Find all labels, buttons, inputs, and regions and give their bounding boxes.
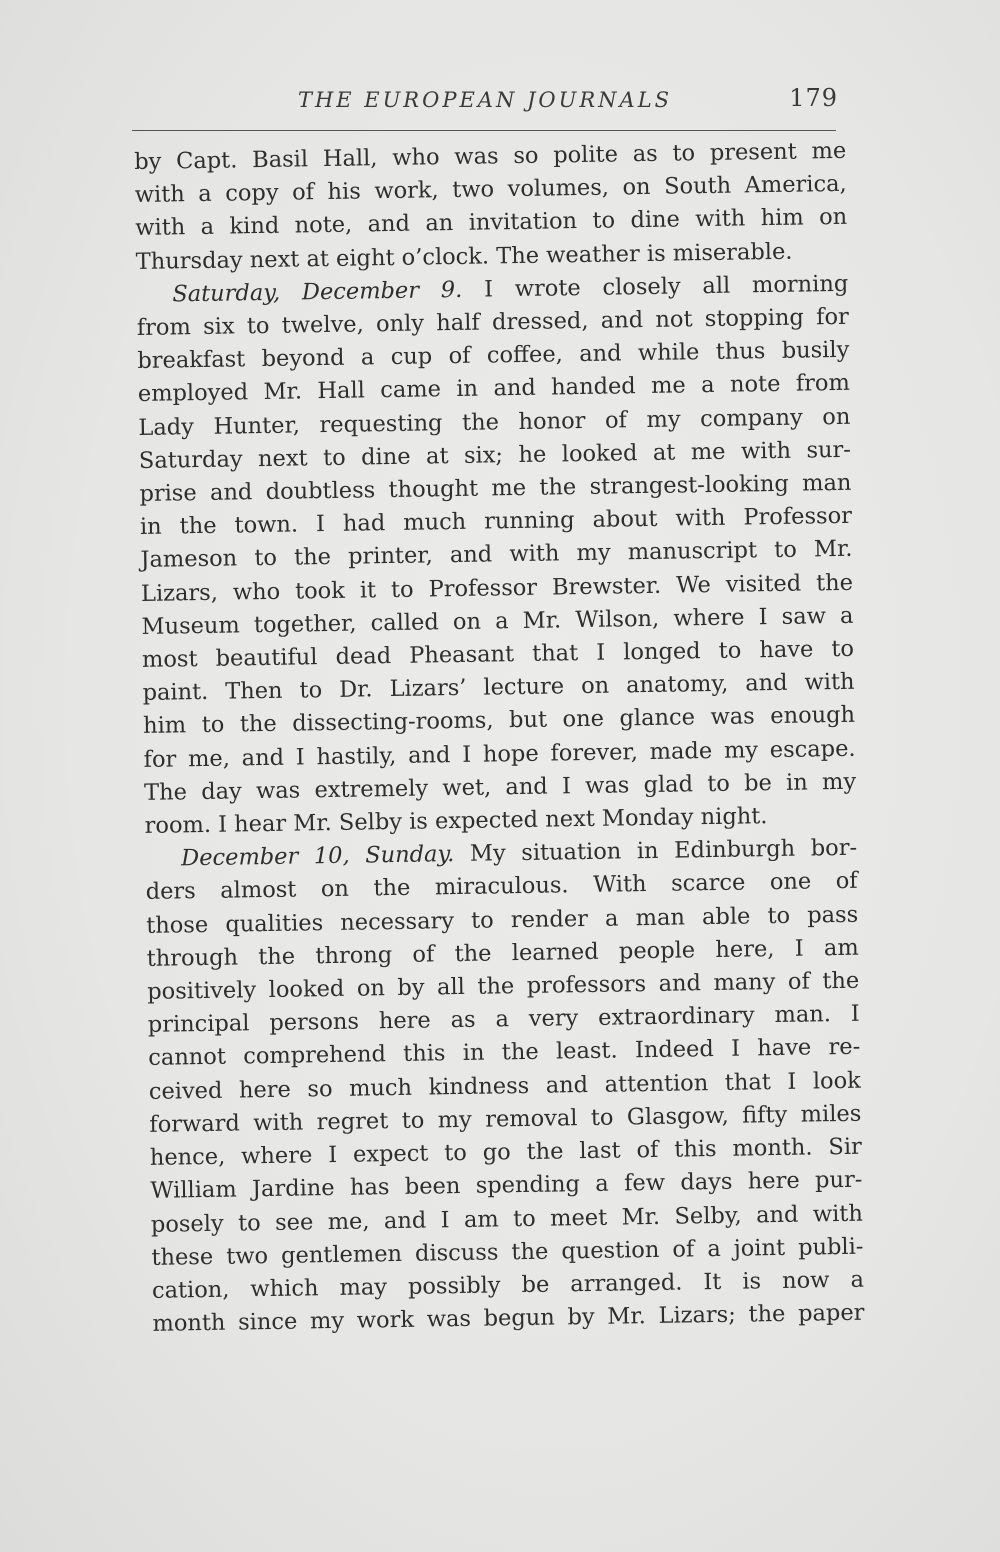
- text-line: for me, and I hastily, and I hope forever, made my escape.: [143, 735, 856, 773]
- running-head: THE EUROPEAN JOURNALS: [297, 88, 673, 112]
- text-line: Jameson to the printer, and with my manuscript to Mr.: [140, 536, 853, 574]
- entry-text: I wrote closely all morning: [483, 270, 849, 303]
- text-line: room. I hear Mr. Selby is expected next Monday night.: [144, 803, 768, 839]
- text-line: with a copy of his work, two volumes, on South America,: [134, 171, 847, 209]
- text-line: cannot comprehend this in the least. Indeed I have re-: [148, 1034, 861, 1072]
- text-line: principal persons here as a very extraordinary man. I: [147, 1000, 860, 1039]
- page-number: 179: [789, 84, 838, 112]
- body-text: [134, 135, 865, 1341]
- text-line: ders almost on the miraculous. With scarce one of: [145, 868, 858, 906]
- text-line: him to the dissecting-rooms, but one glance was enough: [142, 702, 856, 740]
- text-line: William Jardine has been spending a few days here pur-: [150, 1166, 863, 1205]
- header-rule: [132, 130, 836, 131]
- text-line: employed Mr. Hall came in and handed me a note from: [137, 370, 851, 408]
- text-line: Thursday next at eight o’clock. The weather is miserable.: [135, 238, 793, 275]
- entry-date: December 10, Sunday.: [180, 841, 455, 872]
- text-line: by Capt. Basil Hall, who was so polite as to present me: [134, 137, 847, 175]
- text-line: those qualities necessary to render a man able to pass: [146, 901, 859, 939]
- text-line: Saturday next to dine at six; he looked at me with sur-: [138, 436, 852, 474]
- text-line: from six to twelve, only half dressed, and not stopping for: [136, 303, 849, 341]
- entry-text: My situation in Edinburgh bor-: [469, 834, 858, 868]
- text-line: through the throng of the learned people here, I am: [146, 934, 859, 972]
- text-line: positively looked on by all the professors and many of the: [147, 967, 860, 1005]
- entry-date: Saturday, December 9.: [172, 276, 463, 308]
- text-line: most beautiful dead Pheasant that I longed to have to: [141, 635, 855, 673]
- text-line: hence, where I expect to go the last of this month. Sir: [149, 1133, 863, 1171]
- text-line: prise and doubtless thought me the strangest-looking man: [139, 469, 852, 507]
- text-line: cation, which may possibly be arranged. It is now a: [151, 1266, 865, 1304]
- text-line: breakfast beyond a cup of coffee, and while thus busily: [137, 337, 850, 375]
- text-line: in the town. I had much running about with Professor: [139, 503, 853, 541]
- text-line: The day was extremely wet, and I was glad to be in my: [143, 768, 857, 806]
- text-line: month since my work was begun by Mr. Lizars; the paper: [152, 1299, 865, 1337]
- text-line: ceived here so much kindness and attention that I look: [148, 1067, 861, 1105]
- page-header: [132, 80, 838, 120]
- text-line: forward with regret to my removal to Glasgow, fifty miles: [149, 1100, 862, 1138]
- text-line: with a kind note, and an invitation to dine with him on: [135, 204, 848, 242]
- text-line: Lady Hunter, requesting the honor of my company on: [138, 403, 851, 441]
- text-line: Museum together, called on a Mr. Wilson, where I saw a: [141, 602, 854, 640]
- text-line: Lizars, who took it to Professor Brewster. We visited the: [140, 569, 854, 607]
- text-line: posely to see me, and I am to meet Mr. Selby, and with: [150, 1200, 864, 1238]
- text-line: these two gentlemen discuss the question of a joint publi-: [151, 1233, 864, 1271]
- text-line: paint. Then to Dr. Lizars’ lecture on anatomy, and with: [142, 669, 855, 707]
